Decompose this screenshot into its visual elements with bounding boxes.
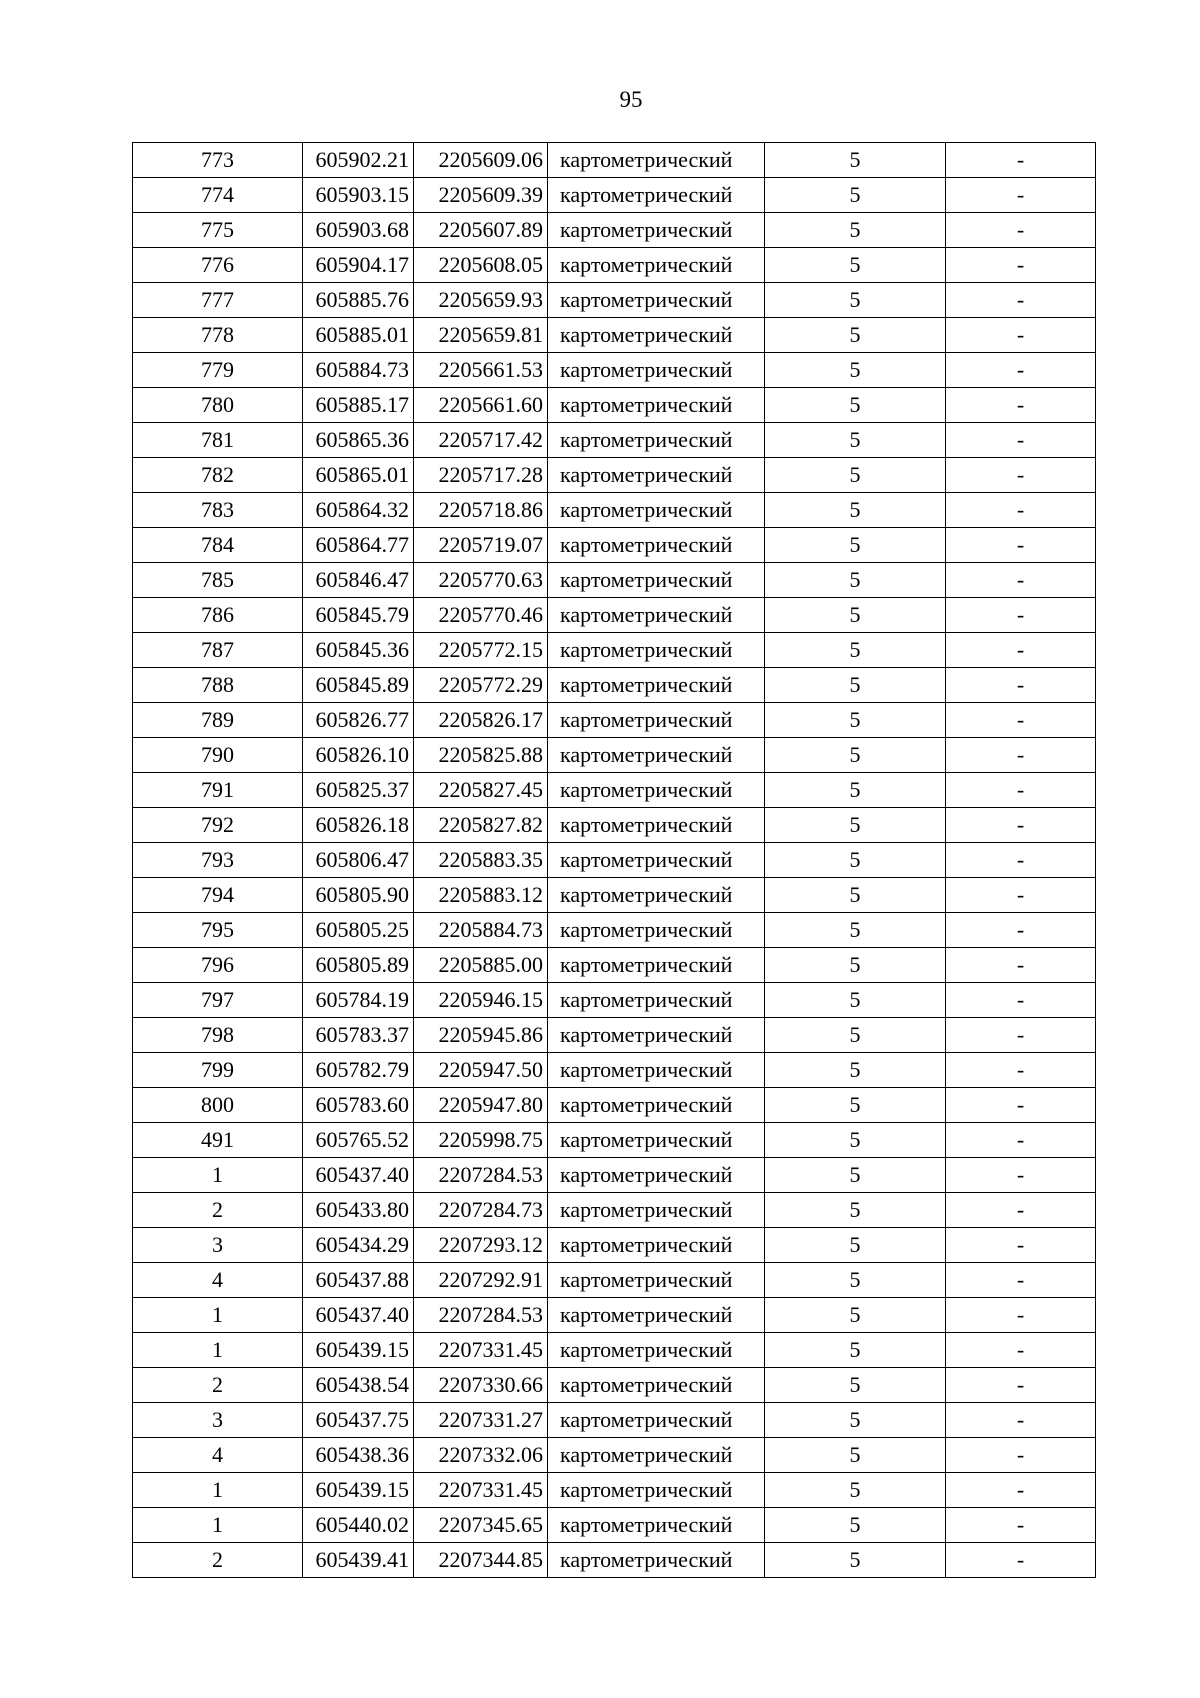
note-cell: - xyxy=(946,1263,1096,1298)
x-coordinate-cell: 605884.73 xyxy=(303,353,414,388)
method-cell: картометрический xyxy=(548,1473,765,1508)
table-row xyxy=(133,458,1096,493)
method-cell: картометрический xyxy=(548,248,765,283)
y-coordinate-cell: 2205770.46 xyxy=(414,598,548,633)
accuracy-cell: 5 xyxy=(765,773,946,808)
y-coordinate-cell: 2207284.53 xyxy=(414,1298,548,1333)
method-cell: картометрический xyxy=(548,1263,765,1298)
point-number-cell: 798 xyxy=(133,1018,303,1053)
point-number-cell: 2 xyxy=(133,1543,303,1578)
table-row xyxy=(133,1193,1096,1228)
accuracy-cell: 5 xyxy=(765,668,946,703)
table-row xyxy=(133,843,1096,878)
point-number-cell: 796 xyxy=(133,948,303,983)
point-number-cell: 491 xyxy=(133,1123,303,1158)
note-cell: - xyxy=(946,1193,1096,1228)
accuracy-cell: 5 xyxy=(765,1053,946,1088)
accuracy-cell: 5 xyxy=(765,388,946,423)
note-cell: - xyxy=(946,493,1096,528)
method-cell: картометрический xyxy=(548,808,765,843)
note-cell: - xyxy=(946,948,1096,983)
y-coordinate-cell: 2207293.12 xyxy=(414,1228,548,1263)
method-cell: картометрический xyxy=(548,213,765,248)
accuracy-cell: 5 xyxy=(765,983,946,1018)
note-cell: - xyxy=(946,1158,1096,1193)
accuracy-cell: 5 xyxy=(765,598,946,633)
table-row xyxy=(133,738,1096,773)
y-coordinate-cell: 2205770.63 xyxy=(414,563,548,598)
method-cell: картометрический xyxy=(548,318,765,353)
note-cell: - xyxy=(946,563,1096,598)
x-coordinate-cell: 605865.01 xyxy=(303,458,414,493)
point-number-cell: 781 xyxy=(133,423,303,458)
accuracy-cell: 5 xyxy=(765,1018,946,1053)
y-coordinate-cell: 2207331.27 xyxy=(414,1403,548,1438)
accuracy-cell: 5 xyxy=(765,178,946,213)
table-row xyxy=(133,1263,1096,1298)
accuracy-cell: 5 xyxy=(765,1368,946,1403)
table-row xyxy=(133,1018,1096,1053)
method-cell: картометрический xyxy=(548,668,765,703)
x-coordinate-cell: 605845.89 xyxy=(303,668,414,703)
y-coordinate-cell: 2205659.93 xyxy=(414,283,548,318)
accuracy-cell: 5 xyxy=(765,948,946,983)
table-row xyxy=(133,598,1096,633)
y-coordinate-cell: 2205772.15 xyxy=(414,633,548,668)
point-number-cell: 793 xyxy=(133,843,303,878)
method-cell: картометрический xyxy=(548,1193,765,1228)
point-number-cell: 780 xyxy=(133,388,303,423)
method-cell: картометрический xyxy=(548,948,765,983)
table-row xyxy=(133,423,1096,458)
y-coordinate-cell: 2205717.28 xyxy=(414,458,548,493)
point-number-cell: 778 xyxy=(133,318,303,353)
note-cell: - xyxy=(946,1508,1096,1543)
note-cell: - xyxy=(946,388,1096,423)
y-coordinate-cell: 2205717.42 xyxy=(414,423,548,458)
method-cell: картометрический xyxy=(548,1333,765,1368)
note-cell: - xyxy=(946,528,1096,563)
accuracy-cell: 5 xyxy=(765,1123,946,1158)
accuracy-cell: 5 xyxy=(765,1333,946,1368)
method-cell: картометрический xyxy=(548,913,765,948)
y-coordinate-cell: 2205661.53 xyxy=(414,353,548,388)
accuracy-cell: 5 xyxy=(765,213,946,248)
table-row xyxy=(133,948,1096,983)
table-row xyxy=(133,808,1096,843)
accuracy-cell: 5 xyxy=(765,703,946,738)
note-cell: - xyxy=(946,668,1096,703)
note-cell: - xyxy=(946,178,1096,213)
y-coordinate-cell: 2207332.06 xyxy=(414,1438,548,1473)
x-coordinate-cell: 605805.89 xyxy=(303,948,414,983)
accuracy-cell: 5 xyxy=(765,1438,946,1473)
table-row xyxy=(133,633,1096,668)
method-cell: картометрический xyxy=(548,738,765,773)
accuracy-cell: 5 xyxy=(765,808,946,843)
point-number-cell: 794 xyxy=(133,878,303,913)
table-row xyxy=(133,528,1096,563)
note-cell: - xyxy=(946,913,1096,948)
accuracy-cell: 5 xyxy=(765,1403,946,1438)
x-coordinate-cell: 605904.17 xyxy=(303,248,414,283)
accuracy-cell: 5 xyxy=(765,738,946,773)
note-cell: - xyxy=(946,1333,1096,1368)
table-row xyxy=(133,878,1096,913)
method-cell: картометрический xyxy=(548,1158,765,1193)
y-coordinate-cell: 2207345.65 xyxy=(414,1508,548,1543)
x-coordinate-cell: 605846.47 xyxy=(303,563,414,598)
method-cell: картометрический xyxy=(548,983,765,1018)
table-row xyxy=(133,563,1096,598)
table-row xyxy=(133,1438,1096,1473)
table-row xyxy=(133,1473,1096,1508)
method-cell: картометрический xyxy=(548,1088,765,1123)
y-coordinate-cell: 2205884.73 xyxy=(414,913,548,948)
x-coordinate-cell: 605845.79 xyxy=(303,598,414,633)
table-row xyxy=(133,1158,1096,1193)
y-coordinate-cell: 2205883.35 xyxy=(414,843,548,878)
accuracy-cell: 5 xyxy=(765,1088,946,1123)
note-cell: - xyxy=(946,213,1096,248)
point-number-cell: 775 xyxy=(133,213,303,248)
table-row xyxy=(133,318,1096,353)
note-cell: - xyxy=(946,1368,1096,1403)
method-cell: картометрический xyxy=(548,1508,765,1543)
point-number-cell: 792 xyxy=(133,808,303,843)
x-coordinate-cell: 605437.40 xyxy=(303,1158,414,1193)
accuracy-cell: 5 xyxy=(765,1543,946,1578)
note-cell: - xyxy=(946,283,1096,318)
x-coordinate-cell: 605765.52 xyxy=(303,1123,414,1158)
y-coordinate-cell: 2207331.45 xyxy=(414,1473,548,1508)
note-cell: - xyxy=(946,458,1096,493)
table-row xyxy=(133,283,1096,318)
table-row xyxy=(133,703,1096,738)
coordinates-table-body xyxy=(133,143,1096,1578)
method-cell: картометрический xyxy=(548,143,765,178)
y-coordinate-cell: 2205945.86 xyxy=(414,1018,548,1053)
accuracy-cell: 5 xyxy=(765,633,946,668)
x-coordinate-cell: 605439.41 xyxy=(303,1543,414,1578)
table-row xyxy=(133,1368,1096,1403)
accuracy-cell: 5 xyxy=(765,528,946,563)
method-cell: картометрический xyxy=(548,528,765,563)
point-number-cell: 797 xyxy=(133,983,303,1018)
note-cell: - xyxy=(946,738,1096,773)
x-coordinate-cell: 605865.36 xyxy=(303,423,414,458)
accuracy-cell: 5 xyxy=(765,1298,946,1333)
method-cell: картометрический xyxy=(548,598,765,633)
accuracy-cell: 5 xyxy=(765,1193,946,1228)
method-cell: картометрический xyxy=(548,878,765,913)
y-coordinate-cell: 2205609.06 xyxy=(414,143,548,178)
note-cell: - xyxy=(946,1543,1096,1578)
method-cell: картометрический xyxy=(548,1298,765,1333)
note-cell: - xyxy=(946,1403,1096,1438)
x-coordinate-cell: 605805.25 xyxy=(303,913,414,948)
point-number-cell: 782 xyxy=(133,458,303,493)
x-coordinate-cell: 605885.76 xyxy=(303,283,414,318)
point-number-cell: 2 xyxy=(133,1193,303,1228)
table-row xyxy=(133,1333,1096,1368)
note-cell: - xyxy=(946,1018,1096,1053)
point-number-cell: 785 xyxy=(133,563,303,598)
accuracy-cell: 5 xyxy=(765,843,946,878)
x-coordinate-cell: 605845.36 xyxy=(303,633,414,668)
note-cell: - xyxy=(946,773,1096,808)
y-coordinate-cell: 2205609.39 xyxy=(414,178,548,213)
note-cell: - xyxy=(946,878,1096,913)
note-cell: - xyxy=(946,1438,1096,1473)
method-cell: картометрический xyxy=(548,1018,765,1053)
x-coordinate-cell: 605805.90 xyxy=(303,878,414,913)
point-number-cell: 788 xyxy=(133,668,303,703)
note-cell: - xyxy=(946,1473,1096,1508)
y-coordinate-cell: 2207292.91 xyxy=(414,1263,548,1298)
table-row xyxy=(133,388,1096,423)
y-coordinate-cell: 2207331.45 xyxy=(414,1333,548,1368)
x-coordinate-cell: 605826.77 xyxy=(303,703,414,738)
point-number-cell: 784 xyxy=(133,528,303,563)
point-number-cell: 4 xyxy=(133,1263,303,1298)
x-coordinate-cell: 605438.36 xyxy=(303,1438,414,1473)
x-coordinate-cell: 605437.88 xyxy=(303,1263,414,1298)
y-coordinate-cell: 2205947.50 xyxy=(414,1053,548,1088)
method-cell: картометрический xyxy=(548,563,765,598)
point-number-cell: 789 xyxy=(133,703,303,738)
method-cell: картометрический xyxy=(548,1403,765,1438)
accuracy-cell: 5 xyxy=(765,143,946,178)
point-number-cell: 791 xyxy=(133,773,303,808)
x-coordinate-cell: 605903.68 xyxy=(303,213,414,248)
point-number-cell: 787 xyxy=(133,633,303,668)
accuracy-cell: 5 xyxy=(765,913,946,948)
x-coordinate-cell: 605437.75 xyxy=(303,1403,414,1438)
point-number-cell: 2 xyxy=(133,1368,303,1403)
x-coordinate-cell: 605806.47 xyxy=(303,843,414,878)
point-number-cell: 779 xyxy=(133,353,303,388)
table-row xyxy=(133,668,1096,703)
note-cell: - xyxy=(946,808,1096,843)
x-coordinate-cell: 605864.32 xyxy=(303,493,414,528)
y-coordinate-cell: 2205885.00 xyxy=(414,948,548,983)
table-row xyxy=(133,1123,1096,1158)
table-row xyxy=(133,1298,1096,1333)
x-coordinate-cell: 605885.01 xyxy=(303,318,414,353)
point-number-cell: 776 xyxy=(133,248,303,283)
point-number-cell: 1 xyxy=(133,1333,303,1368)
method-cell: картометрический xyxy=(548,1053,765,1088)
note-cell: - xyxy=(946,1123,1096,1158)
table-row xyxy=(133,1228,1096,1263)
x-coordinate-cell: 605438.54 xyxy=(303,1368,414,1403)
accuracy-cell: 5 xyxy=(765,1228,946,1263)
point-number-cell: 3 xyxy=(133,1228,303,1263)
note-cell: - xyxy=(946,353,1096,388)
method-cell: картометрический xyxy=(548,388,765,423)
accuracy-cell: 5 xyxy=(765,318,946,353)
method-cell: картометрический xyxy=(548,493,765,528)
method-cell: картометрический xyxy=(548,353,765,388)
y-coordinate-cell: 2205772.29 xyxy=(414,668,548,703)
method-cell: картометрический xyxy=(548,773,765,808)
table-row xyxy=(133,1088,1096,1123)
accuracy-cell: 5 xyxy=(765,493,946,528)
point-number-cell: 800 xyxy=(133,1088,303,1123)
note-cell: - xyxy=(946,703,1096,738)
y-coordinate-cell: 2205883.12 xyxy=(414,878,548,913)
table-row xyxy=(133,353,1096,388)
note-cell: - xyxy=(946,1228,1096,1263)
x-coordinate-cell: 605440.02 xyxy=(303,1508,414,1543)
method-cell: картометрический xyxy=(548,283,765,318)
x-coordinate-cell: 605903.15 xyxy=(303,178,414,213)
y-coordinate-cell: 2205719.07 xyxy=(414,528,548,563)
point-number-cell: 777 xyxy=(133,283,303,318)
method-cell: картометрический xyxy=(548,1438,765,1473)
note-cell: - xyxy=(946,633,1096,668)
point-number-cell: 4 xyxy=(133,1438,303,1473)
point-number-cell: 795 xyxy=(133,913,303,948)
accuracy-cell: 5 xyxy=(765,1508,946,1543)
table-row xyxy=(133,213,1096,248)
point-number-cell: 1 xyxy=(133,1298,303,1333)
note-cell: - xyxy=(946,1088,1096,1123)
method-cell: картометрический xyxy=(548,1123,765,1158)
y-coordinate-cell: 2205659.81 xyxy=(414,318,548,353)
table-row xyxy=(133,143,1096,178)
method-cell: картометрический xyxy=(548,1368,765,1403)
point-number-cell: 1 xyxy=(133,1158,303,1193)
method-cell: картометрический xyxy=(548,1228,765,1263)
y-coordinate-cell: 2207284.53 xyxy=(414,1158,548,1193)
y-coordinate-cell: 2207344.85 xyxy=(414,1543,548,1578)
x-coordinate-cell: 605864.77 xyxy=(303,528,414,563)
point-number-cell: 3 xyxy=(133,1403,303,1438)
table-row xyxy=(133,773,1096,808)
point-number-cell: 774 xyxy=(133,178,303,213)
accuracy-cell: 5 xyxy=(765,423,946,458)
x-coordinate-cell: 605783.37 xyxy=(303,1018,414,1053)
point-number-cell: 1 xyxy=(133,1473,303,1508)
accuracy-cell: 5 xyxy=(765,248,946,283)
table-row xyxy=(133,493,1096,528)
note-cell: - xyxy=(946,598,1096,633)
method-cell: картометрический xyxy=(548,843,765,878)
point-number-cell: 783 xyxy=(133,493,303,528)
accuracy-cell: 5 xyxy=(765,353,946,388)
y-coordinate-cell: 2205661.60 xyxy=(414,388,548,423)
point-number-cell: 790 xyxy=(133,738,303,773)
y-coordinate-cell: 2205608.05 xyxy=(414,248,548,283)
accuracy-cell: 5 xyxy=(765,878,946,913)
accuracy-cell: 5 xyxy=(765,283,946,318)
y-coordinate-cell: 2205825.88 xyxy=(414,738,548,773)
note-cell: - xyxy=(946,143,1096,178)
accuracy-cell: 5 xyxy=(765,1473,946,1508)
y-coordinate-cell: 2207330.66 xyxy=(414,1368,548,1403)
method-cell: картометрический xyxy=(548,178,765,213)
x-coordinate-cell: 605437.40 xyxy=(303,1298,414,1333)
y-coordinate-cell: 2205947.80 xyxy=(414,1088,548,1123)
note-cell: - xyxy=(946,1298,1096,1333)
table-row xyxy=(133,1508,1096,1543)
y-coordinate-cell: 2205826.17 xyxy=(414,703,548,738)
y-coordinate-cell: 2207284.73 xyxy=(414,1193,548,1228)
x-coordinate-cell: 605784.19 xyxy=(303,983,414,1018)
table-row xyxy=(133,913,1096,948)
x-coordinate-cell: 605434.29 xyxy=(303,1228,414,1263)
page-number: 95 xyxy=(619,87,643,112)
x-coordinate-cell: 605439.15 xyxy=(303,1333,414,1368)
accuracy-cell: 5 xyxy=(765,1263,946,1298)
method-cell: картометрический xyxy=(548,423,765,458)
y-coordinate-cell: 2205718.86 xyxy=(414,493,548,528)
x-coordinate-cell: 605826.18 xyxy=(303,808,414,843)
method-cell: картометрический xyxy=(548,633,765,668)
table-row xyxy=(133,178,1096,213)
point-number-cell: 1 xyxy=(133,1508,303,1543)
accuracy-cell: 5 xyxy=(765,458,946,493)
note-cell: - xyxy=(946,423,1096,458)
x-coordinate-cell: 605439.15 xyxy=(303,1473,414,1508)
point-number-cell: 799 xyxy=(133,1053,303,1088)
method-cell: картометрический xyxy=(548,703,765,738)
y-coordinate-cell: 2205827.45 xyxy=(414,773,548,808)
x-coordinate-cell: 605826.10 xyxy=(303,738,414,773)
x-coordinate-cell: 605783.60 xyxy=(303,1088,414,1123)
method-cell: картометрический xyxy=(548,1543,765,1578)
note-cell: - xyxy=(946,983,1096,1018)
point-number-cell: 786 xyxy=(133,598,303,633)
table-row xyxy=(133,1543,1096,1578)
point-number-cell: 773 xyxy=(133,143,303,178)
y-coordinate-cell: 2205607.89 xyxy=(414,213,548,248)
accuracy-cell: 5 xyxy=(765,563,946,598)
x-coordinate-cell: 605885.17 xyxy=(303,388,414,423)
note-cell: - xyxy=(946,248,1096,283)
accuracy-cell: 5 xyxy=(765,1158,946,1193)
table-row xyxy=(133,1403,1096,1438)
table-row xyxy=(133,983,1096,1018)
y-coordinate-cell: 2205827.82 xyxy=(414,808,548,843)
x-coordinate-cell: 605782.79 xyxy=(303,1053,414,1088)
x-coordinate-cell: 605825.37 xyxy=(303,773,414,808)
x-coordinate-cell: 605433.80 xyxy=(303,1193,414,1228)
table-row xyxy=(133,248,1096,283)
coordinates-table xyxy=(132,142,1096,1578)
note-cell: - xyxy=(946,1053,1096,1088)
note-cell: - xyxy=(946,843,1096,878)
table-row xyxy=(133,1053,1096,1088)
y-coordinate-cell: 2205998.75 xyxy=(414,1123,548,1158)
y-coordinate-cell: 2205946.15 xyxy=(414,983,548,1018)
method-cell: картометрический xyxy=(548,458,765,493)
note-cell: - xyxy=(946,318,1096,353)
x-coordinate-cell: 605902.21 xyxy=(303,143,414,178)
